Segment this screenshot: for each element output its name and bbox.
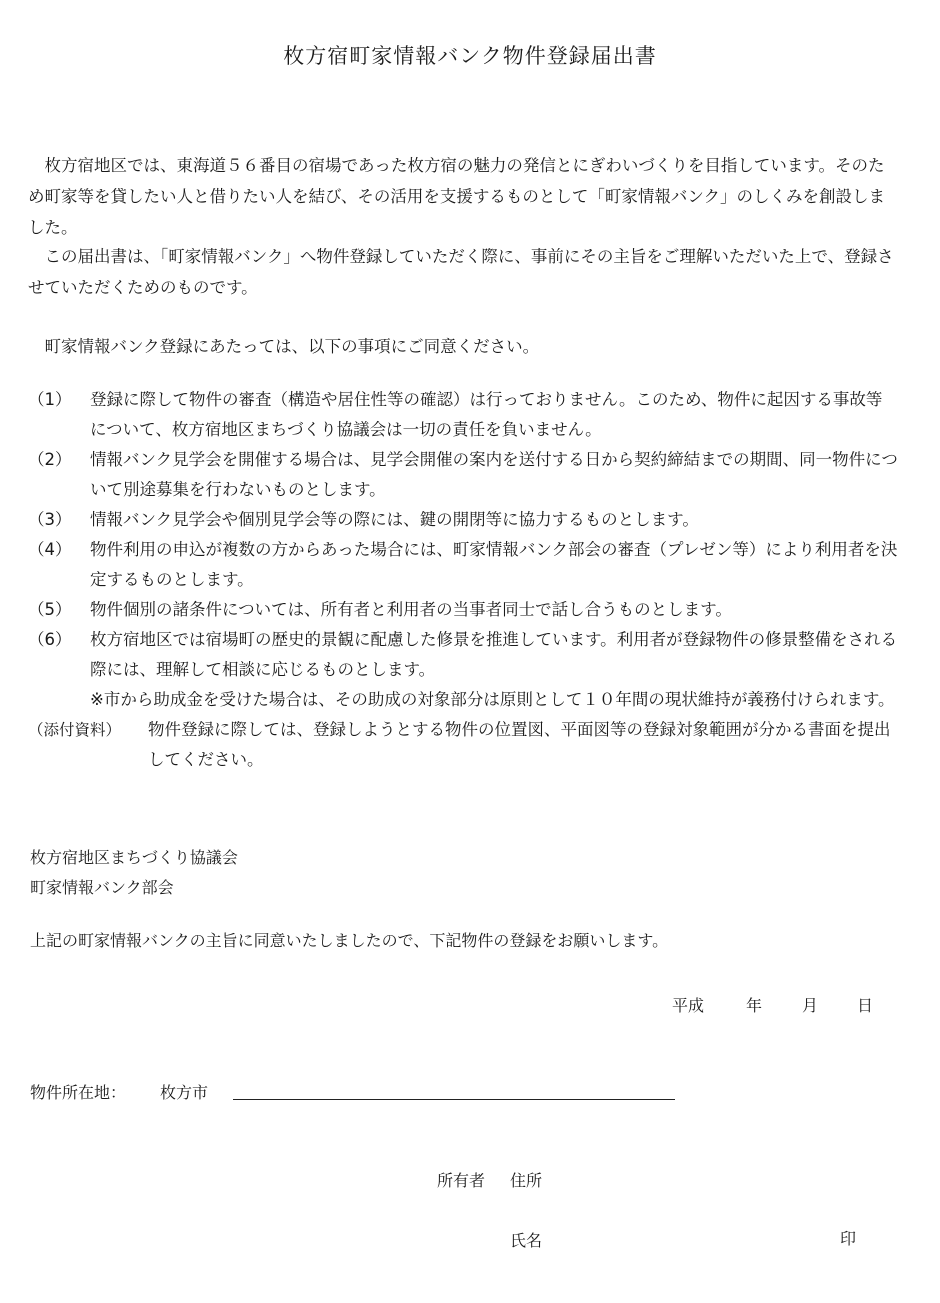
consent-lead: 町家情報バンク登録にあたっては、以下の事項にご同意ください。 xyxy=(44,337,540,356)
list-item xyxy=(28,595,898,625)
item-number: （5） xyxy=(28,600,72,619)
attachment-label: （添付資料） xyxy=(28,721,122,739)
organization-dept: 町家情報バンク部会 xyxy=(30,878,174,897)
item-text: 物件個別の諸条件については、所有者と利用者の当事者同士で話し合うものとします。 xyxy=(90,600,732,619)
list-item xyxy=(28,535,898,595)
item-text: 情報バンク見学会や個別見学会等の際には、鍵の開閉等に協力するものとします。 xyxy=(90,510,699,529)
seal-mark: 印 xyxy=(840,1229,857,1248)
location-label: 物件所在地： xyxy=(30,1083,127,1102)
page-title: 枚方宿町家情報バンク物件登録届出書 xyxy=(283,44,657,68)
item-number: （3） xyxy=(28,510,72,529)
attachment-text: 物件登録に際しては、登録しようとする物件の位置図、平面図等の登録対象範囲が分かる書面を提出してください。 xyxy=(148,720,891,769)
agreement-statement: 上記の町家情報バンクの主旨に同意いたしましたので、下記物件の登録をお願いします。 xyxy=(30,931,669,950)
item-number: （6） xyxy=(28,630,72,649)
owner-address-label: 住所 xyxy=(510,1171,543,1190)
date-day: 日 xyxy=(857,996,874,1015)
item-number: （2） xyxy=(28,450,72,469)
organization-block xyxy=(30,843,238,903)
item-text: 枚方宿地区では宿場町の歴史的景観に配慮した修景を推進しています。利用者が登録物件の修景整備をされる際には、理解して相談に応じるものとします。 xyxy=(90,630,898,679)
item-number: （4） xyxy=(28,540,72,559)
list-item xyxy=(28,385,898,445)
item-text: 物件利用の申込が複数の方からあった場合には、町家情報バンク部会の審査（プレゼン等）により利用者を決定するものとします。 xyxy=(90,540,898,589)
location-city: 枚方市 xyxy=(160,1083,209,1102)
list-item xyxy=(28,625,898,685)
date-year: 年 xyxy=(746,996,763,1015)
intro-paragraph-1: 枚方宿地区では、東海道５６番目の宿場であった枚方宿の魅力の発信とにぎわいづくりを目指しています。そのため町家等を貸したい人と借りたい人を結び、その活用を支援するものとして「町家情報バンク」のしくみを創設しました。 xyxy=(28,156,886,237)
consent-items xyxy=(28,385,898,775)
owner-name-label: 氏名 xyxy=(510,1231,543,1250)
organization-name: 枚方宿地区まちづくり協議会 xyxy=(30,848,238,867)
location-field-line[interactable] xyxy=(233,1099,675,1100)
date-era: 平成 xyxy=(672,996,705,1015)
date-month: 月 xyxy=(802,996,819,1015)
item-text: 登録に際して物件の審査（構造や居住性等の確認）は行っておりません。このため、物件に起因する事故等について、枚方宿地区まちづくり協議会は一切の責任を負いません。 xyxy=(90,390,883,439)
subsidy-note: ※市から助成金を受けた場合は、その助成の対象部分は原則として１０年間の現状維持が義務付けられます。 xyxy=(90,690,895,709)
list-item xyxy=(28,445,898,505)
item-number: （1） xyxy=(28,390,72,409)
owner-label: 所有者 xyxy=(437,1171,486,1190)
attachment-note xyxy=(28,715,898,775)
intro-paragraph-2: この届出書は、「町家情報バンク」へ物件登録していただく際に、事前にその主旨をご理解いただいた上で、登録させていただくためのものです。 xyxy=(28,247,894,297)
item-text: 情報バンク見学会を開催する場合は、見学会開催の案内を送付する日から契約締結までの期間、同一物件について別途募集を行わないものとします。 xyxy=(90,450,898,499)
list-item xyxy=(28,505,898,535)
